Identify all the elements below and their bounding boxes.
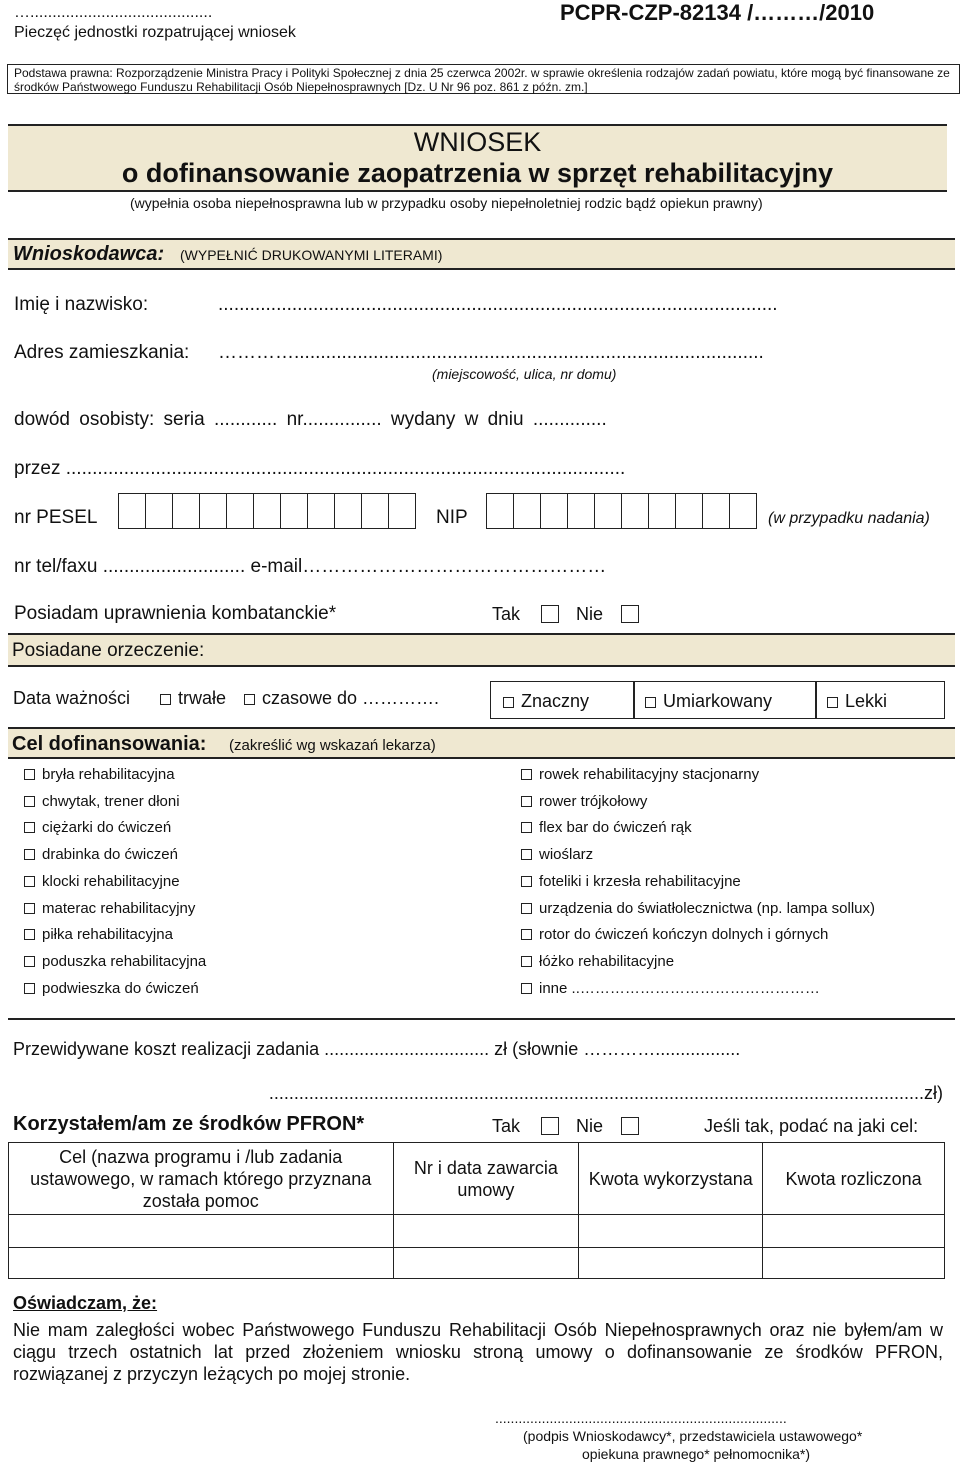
purpose-checkbox[interactable]: [521, 849, 532, 860]
signature-label-1: (podpis Wnioskodawcy*, przedstawiciela ustawowego*: [523, 1428, 863, 1444]
purpose-checkbox[interactable]: [521, 796, 532, 807]
item-label: rowek rehabilitacyjny stacjonarny: [539, 766, 760, 783]
veteran-yes-checkbox[interactable]: [541, 605, 559, 623]
purpose-checkbox[interactable]: [24, 903, 35, 914]
purpose-list-left: [24, 762, 206, 1002]
purpose-checkbox[interactable]: [521, 929, 532, 940]
cost-line-2[interactable]: ...................................................................................................................................zł): [268, 1083, 943, 1103]
address-field[interactable]: ………….........................................................................................: [218, 342, 764, 363]
column-header: Kwota rozliczona: [763, 1143, 945, 1215]
purpose-list-right: [521, 762, 875, 1002]
purpose-heading: Cel dofinansowania:: [12, 733, 207, 755]
form-instructions: (wypełnia osoba niepełnosprawna lub w przypadku osoby niepełnoletniej rodzic bądź opiekun prawny): [130, 195, 763, 211]
table-cell[interactable]: [763, 1215, 945, 1248]
list-item[interactable]: [521, 896, 875, 923]
name-field[interactable]: ..........................................................................................................: [218, 294, 778, 315]
stamp-label: Pieczęć jednostki rozpatrującej wniosek: [14, 24, 296, 41]
pfron-yes-checkbox[interactable]: [541, 1117, 559, 1135]
applicant-heading-note: (WYPEŁNIĆ DRUKOWANYMI LITERAMI): [180, 247, 443, 263]
list-item[interactable]: [24, 922, 206, 949]
list-item[interactable]: [24, 976, 206, 1003]
purpose-checkbox[interactable]: [24, 796, 35, 807]
purpose-checkbox[interactable]: [24, 849, 35, 860]
list-item[interactable]: [521, 949, 875, 976]
item-label: foteliki i krzesła rehabilitacyjne: [539, 872, 741, 890]
item-label: rotor do ćwiczeń kończyn dolnych i górnych: [539, 926, 829, 944]
pfron-heading: Korzystałem/am ze środków PFRON*: [13, 1113, 365, 1135]
declaration-heading: Oświadczam, że:: [13, 1293, 158, 1313]
issued-by-line[interactable]: przez ..........................................................................................................: [14, 458, 626, 479]
pfron-yes-label: Tak: [492, 1116, 521, 1136]
list-item[interactable]: [521, 815, 875, 842]
list-item[interactable]: [24, 949, 206, 976]
pfron-no-checkbox[interactable]: [621, 1117, 639, 1135]
list-item[interactable]: [24, 896, 206, 923]
degree-checkbox[interactable]: [503, 697, 514, 708]
nip-note: (w przypadku nadania): [768, 510, 930, 527]
purpose-checkbox[interactable]: [24, 876, 35, 887]
veteran-label: Posiadam uprawnienia kombatanckie*: [14, 603, 337, 624]
veteran-no-label: Nie: [576, 604, 604, 624]
validity-label: Data ważności: [13, 688, 131, 708]
applicant-heading: Wnioskodawca:: [13, 243, 165, 265]
permanent-label: trwałe: [178, 688, 227, 708]
certificate-section-header: [8, 633, 955, 667]
degree-significant-option[interactable]: [490, 681, 634, 719]
pesel-label: nr PESEL: [14, 507, 98, 528]
list-item[interactable]: [521, 789, 875, 816]
temporary-checkbox[interactable]: [244, 694, 255, 705]
table-cell[interactable]: [393, 1215, 579, 1248]
item-label: klocki rehabilitacyjne: [42, 872, 180, 890]
item-label: ciężarki do ćwiczeń: [42, 819, 172, 837]
veteran-no-checkbox[interactable]: [621, 605, 639, 623]
phone-email-line[interactable]: nr tel/faxu ........................... e-mail…………………………………………: [14, 556, 607, 577]
table-cell[interactable]: [9, 1215, 394, 1248]
degree-label: Znaczny: [521, 691, 590, 711]
purpose-checkbox[interactable]: [521, 769, 532, 780]
item-label: materac rehabilitacyjny: [42, 899, 196, 917]
address-hint: (miejscowość, ulica, nr domu): [432, 366, 617, 382]
permanent-checkbox[interactable]: [160, 694, 171, 705]
item-label: poduszka rehabilitacyjna: [42, 952, 207, 970]
list-item[interactable]: [24, 842, 206, 869]
degree-label: Umiarkowany: [663, 691, 773, 711]
table-row[interactable]: [9, 1215, 945, 1248]
name-label[interactable]: Imię i nazwisko:: [14, 294, 149, 315]
list-item[interactable]: [521, 762, 875, 789]
degree-moderate-option[interactable]: [634, 681, 816, 719]
list-item[interactable]: [24, 815, 206, 842]
stamp-dots: ….........................................: [14, 4, 213, 21]
purpose-checkbox[interactable]: [521, 876, 532, 887]
purpose-checkbox[interactable]: [24, 983, 35, 994]
form-title: WNIOSEK: [413, 127, 542, 157]
item-label: bryła rehabilitacyjna: [42, 766, 175, 783]
purpose-checkbox[interactable]: [24, 929, 35, 940]
column-header: Kwota wykorzystana: [579, 1143, 763, 1215]
list-item[interactable]: [24, 789, 206, 816]
signature-line[interactable]: ...........................................................................: [495, 1410, 787, 1426]
table-cell[interactable]: [393, 1248, 579, 1279]
table-row[interactable]: [9, 1248, 945, 1279]
degree-light-option[interactable]: [816, 681, 945, 719]
cost-line-1[interactable]: Przewidywane koszt realizacji zadania ................................. zł (słownie ………….................: [13, 1039, 741, 1059]
purpose-heading-note: (zakreślić wg wskazań lekarza): [229, 737, 436, 754]
nip-label: NIP: [436, 507, 468, 528]
item-label: wioślarz: [539, 846, 594, 864]
column-header: Cel (nazwa programu i /lub zadania ustawowego, w ramach którego przyznana została pomoc: [9, 1143, 394, 1215]
degree-checkbox[interactable]: [827, 697, 838, 708]
signature-label-2: opiekuna prawnego* pełnomocnika*): [582, 1446, 811, 1462]
list-item[interactable]: [24, 762, 206, 789]
purpose-checkbox[interactable]: [521, 956, 532, 967]
purpose-checkbox[interactable]: [521, 903, 532, 914]
item-label: drabinka do ćwiczeń: [42, 846, 178, 864]
item-label: chwytak, trener dłoni: [42, 792, 180, 810]
validity-temporary-option[interactable]: [244, 688, 439, 709]
id-document-line[interactable]: dowód osobisty: seria ............ nr............... wydany w dniu ..............: [14, 409, 607, 430]
purpose-divider: [8, 1018, 955, 1020]
purpose-checkbox[interactable]: [24, 822, 35, 833]
legal-basis: Podstawa prawna: Rozporządzenie Ministra Pracy i Polityki Społecznej z dnia 25 czerwca 2002r. w sprawie określenia rodzajów zadań powiatu, które mogą być finansowane ze środków Państwowego Funduszu Rehabilitacji Osób Niepełnosprawnych [Dz. U Nr 96 poz. 861 z późn. zm.]: [7, 64, 960, 94]
veteran-yes-label: Tak: [492, 604, 521, 624]
certificate-heading: Posiadane orzeczenie:: [12, 640, 205, 661]
table-cell[interactable]: [9, 1248, 394, 1279]
title-bar: [8, 124, 947, 192]
purpose-checkbox[interactable]: [24, 956, 35, 967]
purpose-checkbox[interactable]: [521, 822, 532, 833]
degree-label: Lekki: [845, 691, 888, 711]
item-label: inne ..…………………………………………: [539, 979, 820, 997]
list-item[interactable]: [521, 976, 875, 1003]
pfron-table: [8, 1142, 945, 1279]
degree-checkbox[interactable]: [645, 697, 656, 708]
purpose-checkbox[interactable]: [24, 769, 35, 780]
table-cell[interactable]: [763, 1248, 945, 1279]
applicant-section-header: [8, 238, 955, 270]
list-item[interactable]: [521, 842, 875, 869]
purpose-checkbox[interactable]: [521, 983, 532, 994]
case-number: PCPR-CZP-82134 /………/2010: [560, 0, 875, 25]
item-label: rower trójkołowy: [539, 792, 648, 810]
item-label: urządzenia do światłolecznictwa (np. lampa sollux): [539, 899, 875, 917]
purpose-section-header: [8, 727, 955, 759]
table-header-row: [9, 1143, 945, 1215]
table-cell[interactable]: [579, 1248, 763, 1279]
validity-permanent-option[interactable]: [160, 688, 226, 709]
pfron-if-yes: Jeśli tak, podać na jaki cel:: [704, 1116, 919, 1136]
address-label: Adres zamieszkania:: [14, 342, 190, 363]
list-item[interactable]: [521, 922, 875, 949]
item-label: podwieszka do ćwiczeń: [42, 979, 199, 997]
temporary-label: czasowe do ………….: [262, 688, 440, 708]
table-cell[interactable]: [579, 1215, 763, 1248]
item-label: piłka rehabilitacyjna: [42, 926, 173, 944]
column-header: Nr i data zawarcia umowy: [393, 1143, 579, 1215]
declaration-text: Nie mam zaległości wobec Państwowego Funduszu Rehabilitacji Osób Niepełnosprawnych oraz nie byłem/am w ciągu trzech ostatnich lat przed złożeniem wniosku stroną umowy o dofinansowanie ze środków PFRON, rozwiązanej z przyczyn leżących po mojej stronie.: [13, 1320, 943, 1384]
form-subject: o dofinansowanie zaopatrzenia w sprzęt rehabilitacyjny: [121, 158, 834, 188]
item-label: łóżko rehabilitacyjne: [539, 952, 675, 970]
list-item[interactable]: [521, 869, 875, 896]
list-item[interactable]: [24, 869, 206, 896]
pfron-no-label: Nie: [576, 1116, 604, 1136]
item-label: flex bar do ćwiczeń rąk: [539, 819, 692, 837]
